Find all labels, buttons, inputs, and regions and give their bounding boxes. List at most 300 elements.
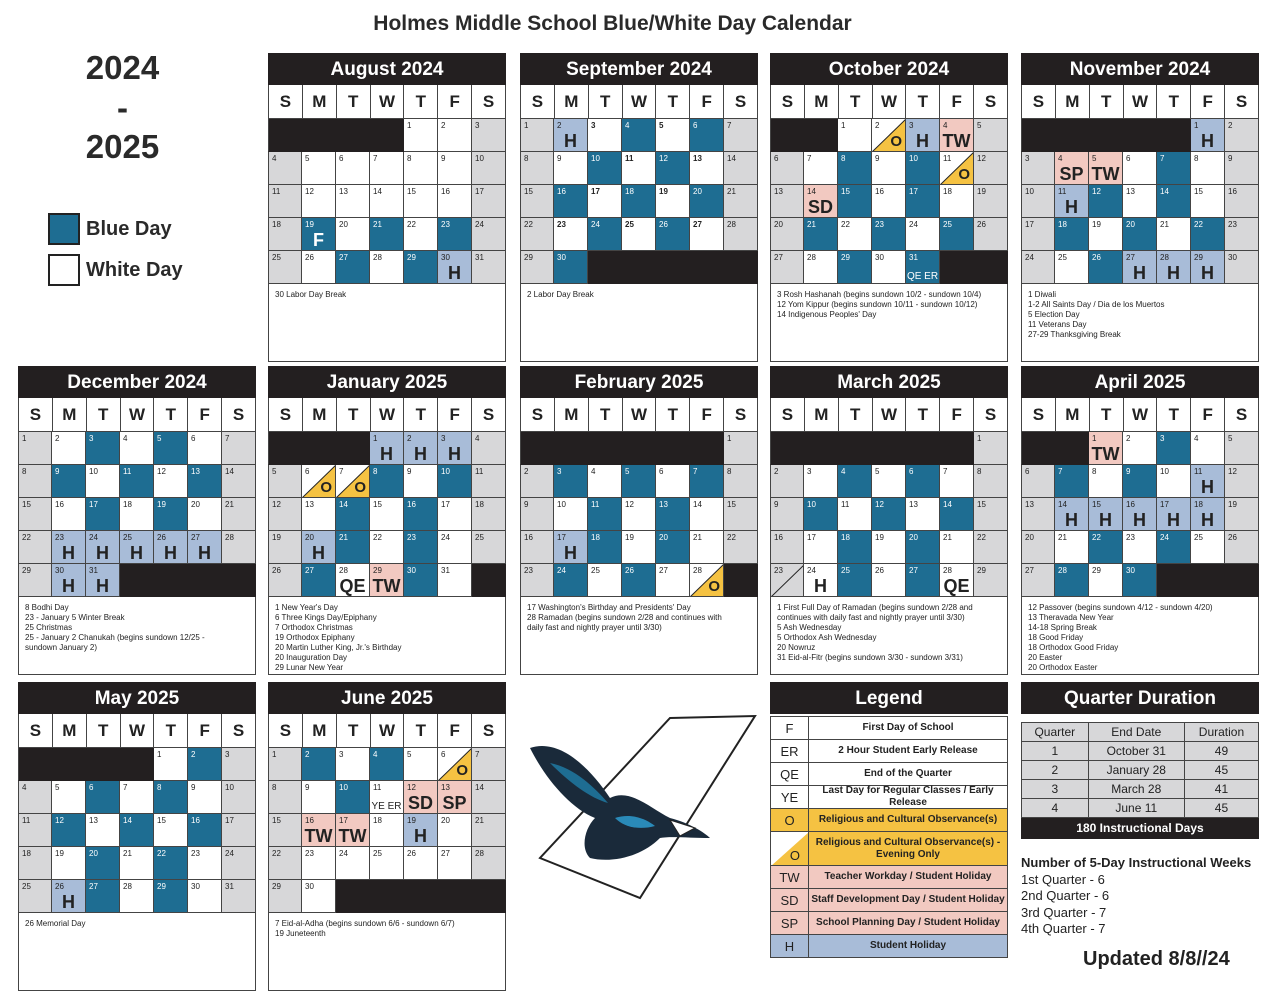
- day-code: H: [1201, 263, 1214, 283]
- day-cell: [404, 498, 438, 531]
- day-number: 29: [524, 253, 533, 262]
- day-cell: [1021, 498, 1055, 531]
- day-number: 23: [774, 566, 783, 575]
- day-cell: [554, 564, 588, 597]
- day-number: 26: [157, 533, 166, 542]
- day-cell: [86, 531, 120, 564]
- day-number: 19: [157, 500, 166, 509]
- day-cell: [1021, 251, 1055, 284]
- note-line: continues with daily fast and nightly prayer until 3/30): [777, 613, 965, 622]
- month-grid: [268, 748, 506, 913]
- day-cell: [690, 465, 724, 498]
- day-cell: [336, 465, 370, 498]
- weekday-label: W: [873, 398, 907, 432]
- weekday-label: T: [337, 398, 371, 432]
- day-number: 5: [875, 467, 880, 476]
- legend-code-text: ER: [780, 743, 799, 759]
- day-cell: [1225, 465, 1259, 498]
- weekday-label: T: [404, 85, 438, 119]
- day-cell: [1055, 498, 1089, 531]
- day-number: 16: [1126, 500, 1135, 509]
- day-number: 28: [693, 566, 702, 575]
- day-cell: [472, 218, 506, 251]
- weekday-label: W: [623, 398, 657, 432]
- day-number: 6: [1025, 467, 1030, 476]
- day-number: 16: [305, 816, 314, 825]
- weekday-label: T: [906, 85, 940, 119]
- legend-panel: [770, 682, 1008, 958]
- note-line: 7 Eid-al-Adha (begins sundown 6/6 - sundown 6/7): [275, 919, 455, 928]
- day-number: 19: [625, 533, 634, 542]
- quarter-cell: 4: [1022, 799, 1089, 818]
- day-cell: [336, 531, 370, 564]
- empty-cell: [336, 119, 370, 152]
- day-cell: [1089, 531, 1123, 564]
- day-cell: [1021, 531, 1055, 564]
- legend-row: [770, 809, 1008, 832]
- day-number: 27: [774, 253, 783, 262]
- day-code: H: [1201, 131, 1214, 151]
- day-cell: [1089, 498, 1123, 531]
- day-number: 1: [524, 121, 529, 130]
- day-number: 4: [123, 434, 128, 443]
- quarter-row: [1022, 742, 1259, 761]
- month-grid: [520, 432, 758, 597]
- day-number: 11: [475, 467, 484, 476]
- day-number: 15: [727, 500, 736, 509]
- day-code: SD: [807, 197, 833, 217]
- day-number: 23: [55, 533, 64, 542]
- day-number: 31: [475, 253, 484, 262]
- day-cell: [1225, 218, 1259, 251]
- day-cell: [656, 185, 690, 218]
- day-number: 4: [625, 121, 630, 130]
- day-cell: [404, 251, 438, 284]
- day-cell: [554, 152, 588, 185]
- day-cell: [472, 781, 506, 814]
- day-cell: [1089, 432, 1123, 465]
- day-cell: [52, 465, 86, 498]
- weekday-label: T: [839, 398, 873, 432]
- day-cell: [222, 847, 256, 880]
- empty-cell: [1191, 564, 1225, 597]
- day-number: 2: [557, 121, 562, 130]
- day-number: 18: [1058, 220, 1067, 229]
- day-cell: [438, 218, 472, 251]
- day-cell: [370, 432, 404, 465]
- day-number: 18: [1194, 500, 1203, 509]
- weekday-label: M: [805, 85, 839, 119]
- day-number: 11: [1194, 467, 1203, 476]
- day-number: 18: [841, 533, 850, 542]
- day-number: 21: [373, 220, 382, 229]
- day-number: 4: [475, 434, 480, 443]
- day-cell: [554, 531, 588, 564]
- day-number: 26: [272, 566, 281, 575]
- day-number: 16: [774, 533, 783, 542]
- day-number: 30: [875, 253, 884, 262]
- day-cell: [120, 531, 154, 564]
- weekday-label: S: [1022, 85, 1056, 119]
- day-cell: [724, 185, 758, 218]
- day-number: 19: [875, 533, 884, 542]
- day-number: 12: [407, 783, 416, 792]
- weekday-label: W: [371, 714, 405, 748]
- note-line: 25 - January 2 Chanukah (begins sundown 12/25 -: [25, 633, 205, 642]
- day-cell: [404, 748, 438, 781]
- empty-cell: [370, 880, 404, 913]
- day-number: 8: [22, 467, 27, 476]
- note-line: 2 Labor Day Break: [527, 290, 594, 299]
- day-number: 3: [557, 467, 562, 476]
- day-number: 20: [909, 533, 918, 542]
- day-cell: [336, 748, 370, 781]
- empty-cell: [804, 432, 838, 465]
- legend-row: [770, 740, 1008, 763]
- day-number: 22: [977, 533, 986, 542]
- day-cell: [1123, 218, 1157, 251]
- hawk-logo-icon: [520, 708, 760, 908]
- weekday-label: T: [154, 714, 188, 748]
- day-cell: [52, 531, 86, 564]
- day-cell: [336, 814, 370, 847]
- day-code: QE: [339, 576, 366, 596]
- day-number: 10: [441, 467, 450, 476]
- day-cell: [86, 465, 120, 498]
- day-number: 31: [909, 253, 918, 262]
- day-number: 16: [55, 500, 64, 509]
- day-cell: [1055, 218, 1089, 251]
- day-number: 13: [774, 187, 783, 196]
- note-line: 29 Lunar New Year: [275, 663, 344, 672]
- day-number: 13: [305, 500, 314, 509]
- empty-cell: [1055, 432, 1089, 465]
- weekday-header: [770, 85, 1008, 119]
- day-cell: [690, 498, 724, 531]
- day-cell: [302, 218, 336, 251]
- empty-cell: [222, 564, 256, 597]
- updated-date: Updated 8/8//24: [1083, 948, 1230, 970]
- day-cell: [154, 781, 188, 814]
- day-number: 4: [373, 750, 378, 759]
- day-cell: [222, 748, 256, 781]
- day-cell: [472, 498, 506, 531]
- day-number: 30: [557, 253, 566, 262]
- day-number: 28: [943, 566, 952, 575]
- note-line: 1 Diwali: [1028, 290, 1057, 299]
- quarter-table: [1021, 722, 1259, 818]
- day-number: 9: [557, 154, 562, 163]
- day-cell: [1021, 152, 1055, 185]
- weekday-label: T: [1090, 398, 1124, 432]
- day-number: 22: [407, 220, 416, 229]
- legend-description: School Planning Day / Student Holiday: [809, 912, 1008, 934]
- day-cell: [906, 251, 940, 284]
- day-code: H: [564, 131, 577, 151]
- day-cell: [1191, 218, 1225, 251]
- day-cell: [18, 531, 52, 564]
- quarter-row: [1022, 761, 1259, 780]
- day-code: H: [814, 576, 827, 596]
- day-cell: [770, 185, 804, 218]
- day-number: 10: [1160, 467, 1169, 476]
- day-cell: [404, 185, 438, 218]
- weeks-item: 1st Quarter - 6: [1021, 871, 1105, 887]
- day-number: 5: [977, 121, 982, 130]
- day-cell: [804, 251, 838, 284]
- day-number: 5: [625, 467, 630, 476]
- day-cell: [438, 185, 472, 218]
- day-number: 4: [841, 467, 846, 476]
- weekday-label: S: [472, 398, 506, 432]
- day-number: 28: [225, 533, 234, 542]
- month-notes: [520, 284, 758, 362]
- day-number: 26: [305, 253, 314, 262]
- day-cell: [588, 119, 622, 152]
- day-number: 9: [407, 467, 412, 476]
- note-line: 20 Martin Luther King, Jr.'s Birthday: [275, 643, 402, 652]
- day-cell: [18, 814, 52, 847]
- legend-code-text: O: [784, 812, 795, 828]
- month-panel: [18, 366, 256, 675]
- duration-cell: 49: [1184, 742, 1258, 761]
- weekday-label: M: [53, 714, 87, 748]
- note-line: 20 Inauguration Day: [275, 653, 348, 662]
- day-cell: [222, 465, 256, 498]
- day-number: 27: [1025, 566, 1034, 575]
- day-cell: [940, 119, 974, 152]
- day-number: 14: [943, 500, 952, 509]
- day-number: 23: [557, 220, 566, 229]
- day-number: 11: [123, 467, 132, 476]
- day-number: 13: [191, 467, 200, 476]
- day-number: 1: [373, 434, 378, 443]
- day-cell: [302, 564, 336, 597]
- weekday-label: T: [656, 85, 690, 119]
- weekday-label: T: [87, 398, 121, 432]
- month-grid: [1021, 432, 1259, 597]
- day-number: 14: [339, 500, 348, 509]
- day-cell: [52, 498, 86, 531]
- note-line: 13 Theravada New Year: [1028, 613, 1114, 622]
- day-number: 15: [1092, 500, 1101, 509]
- note-line: 28 Ramadan (begins sundown 2/28 and continues with: [527, 613, 722, 622]
- day-cell: [520, 564, 554, 597]
- day-number: 23: [875, 220, 884, 229]
- month-notes: [770, 597, 1008, 675]
- observance-label: O: [708, 578, 720, 595]
- day-cell: [188, 748, 222, 781]
- note-line: 12 Yom Kippur (begins sundown 10/11 - sundown 10/12): [777, 300, 978, 309]
- day-number: 16: [191, 816, 200, 825]
- day-cell: [472, 432, 506, 465]
- day-number: 22: [841, 220, 850, 229]
- day-cell: [268, 185, 302, 218]
- day-number: 22: [524, 220, 533, 229]
- day-cell: [520, 152, 554, 185]
- day-cell: [588, 498, 622, 531]
- day-cell: [404, 781, 438, 814]
- observance-label: O: [354, 479, 366, 496]
- day-number: 13: [89, 816, 98, 825]
- day-number: 12: [875, 500, 884, 509]
- weekday-label: T: [404, 714, 438, 748]
- day-cell: [154, 432, 188, 465]
- day-number: 8: [1092, 467, 1097, 476]
- legend-code: [771, 912, 809, 934]
- day-cell: [724, 432, 758, 465]
- day-cell: [370, 748, 404, 781]
- day-code: H: [1201, 510, 1214, 530]
- month-title: December 2024: [18, 366, 256, 398]
- day-code: H: [1099, 510, 1112, 530]
- day-number: 20: [774, 220, 783, 229]
- day-cell: [1123, 185, 1157, 218]
- day-cell: [370, 498, 404, 531]
- day-cell: [872, 498, 906, 531]
- month-title: October 2024: [770, 53, 1008, 85]
- day-cell: [1191, 531, 1225, 564]
- day-number: 5: [55, 783, 60, 792]
- day-number: 7: [943, 467, 948, 476]
- legend-row: [770, 763, 1008, 786]
- day-cell: [370, 218, 404, 251]
- day-cell: [1157, 465, 1191, 498]
- day-cell: [472, 251, 506, 284]
- instructional-days-total: 180 Instructional Days: [1021, 818, 1259, 839]
- day-code: H: [1133, 510, 1146, 530]
- day-cell: [268, 465, 302, 498]
- day-cell: [1055, 564, 1089, 597]
- day-number: 13: [1126, 187, 1135, 196]
- day-cell: [974, 465, 1008, 498]
- day-number: 4: [943, 121, 948, 130]
- month-panel: [268, 53, 506, 362]
- month-panel: [770, 366, 1008, 675]
- day-cell: [1157, 185, 1191, 218]
- day-cell: [974, 498, 1008, 531]
- day-number: 20: [191, 500, 200, 509]
- day-number: 27: [305, 566, 314, 575]
- day-number: 13: [909, 500, 918, 509]
- day-cell: [1055, 531, 1089, 564]
- day-cell: [520, 498, 554, 531]
- empty-cell: [1055, 119, 1089, 152]
- day-number: 17: [1160, 500, 1169, 509]
- month-panel: [268, 682, 506, 991]
- day-cell: [770, 498, 804, 531]
- legend-code: [771, 866, 809, 888]
- day-number: 8: [1194, 154, 1199, 163]
- day-cell: [724, 465, 758, 498]
- day-cell: [906, 119, 940, 152]
- day-cell: [974, 432, 1008, 465]
- empty-cell: [838, 432, 872, 465]
- day-number: 3: [225, 750, 230, 759]
- month-grid: [268, 119, 506, 284]
- day-cell: [690, 152, 724, 185]
- white-swatch: [48, 254, 80, 286]
- empty-cell: [268, 119, 302, 152]
- legend-code: [771, 740, 809, 762]
- day-number: 17: [339, 816, 348, 825]
- page-title: Holmes Middle School Blue/White Day Calendar: [373, 12, 852, 35]
- day-number: 9: [305, 783, 310, 792]
- day-number: 17: [225, 816, 234, 825]
- day-number: 16: [441, 187, 450, 196]
- day-number: 6: [339, 154, 344, 163]
- empty-cell: [1089, 119, 1123, 152]
- day-cell: [302, 465, 336, 498]
- day-cell: [1089, 251, 1123, 284]
- day-cell: [268, 152, 302, 185]
- day-number: 8: [841, 154, 846, 163]
- day-code: H: [1065, 197, 1078, 217]
- empty-cell: [940, 251, 974, 284]
- day-cell: [438, 531, 472, 564]
- weekday-header: [268, 398, 506, 432]
- weekday-label: T: [154, 398, 188, 432]
- day-cell: [154, 748, 188, 781]
- month-grid: [18, 432, 256, 597]
- day-cell: [404, 465, 438, 498]
- day-code: H: [414, 444, 427, 464]
- day-number: 7: [339, 467, 344, 476]
- day-number: 13: [1025, 500, 1034, 509]
- empty-cell: [724, 251, 758, 284]
- day-cell: [724, 531, 758, 564]
- day-cell: [268, 880, 302, 913]
- day-cell: [404, 119, 438, 152]
- day-number: 11: [943, 154, 952, 163]
- day-number: 17: [557, 533, 566, 542]
- day-cell: [302, 814, 336, 847]
- weekday-label: M: [53, 398, 87, 432]
- day-cell: [940, 465, 974, 498]
- observance-label: O: [456, 762, 468, 779]
- day-cell: [588, 152, 622, 185]
- empty-cell: [1021, 432, 1055, 465]
- day-number: 20: [89, 849, 98, 858]
- quarter-cell: 3: [1022, 780, 1089, 799]
- month-notes: [268, 284, 506, 362]
- day-cell: [872, 251, 906, 284]
- day-cell: [690, 564, 724, 597]
- day-cell: [940, 152, 974, 185]
- empty-cell: [940, 432, 974, 465]
- day-number: 2: [441, 121, 446, 130]
- day-cell: [872, 465, 906, 498]
- day-cell: [1157, 531, 1191, 564]
- month-panel: [520, 366, 758, 675]
- day-number: 12: [659, 154, 668, 163]
- legend-row: [770, 866, 1008, 889]
- day-cell: [370, 814, 404, 847]
- day-number: 18: [475, 500, 484, 509]
- day-cell: [1225, 432, 1259, 465]
- weekday-label: T: [839, 85, 873, 119]
- day-number: 2: [407, 434, 412, 443]
- day-cell: [724, 498, 758, 531]
- weekday-label: S: [521, 398, 555, 432]
- legend-code: [771, 786, 809, 808]
- day-cell: [1157, 432, 1191, 465]
- day-number: 18: [123, 500, 132, 509]
- day-code: SD: [407, 793, 433, 813]
- day-cell: [188, 781, 222, 814]
- weekday-label: S: [472, 85, 506, 119]
- day-number: 20: [305, 533, 314, 542]
